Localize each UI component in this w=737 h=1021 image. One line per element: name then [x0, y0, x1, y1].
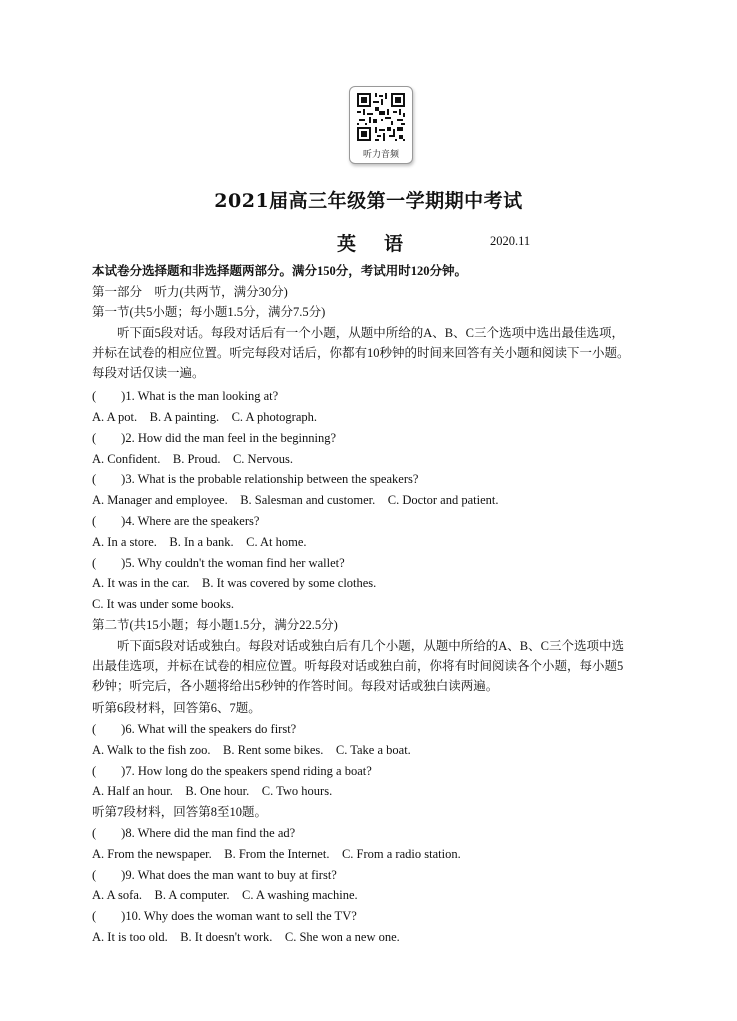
- question-1: ( )1. What is the man looking at?: [92, 389, 279, 403]
- options-7: A. Half an hour. B. One hour. C. Two hours.: [92, 784, 333, 798]
- qr-caption: 听力音频: [362, 150, 399, 160]
- instruction-line: 听下面5段对话或独白。每段对话或独白后有几个小题，从题中所给的A、B、C三个选项中选: [117, 639, 624, 653]
- question-6: ( )6. What will the speakers do first?: [92, 722, 297, 736]
- question-10: ( )10. Why does the woman want to sell the TV?: [92, 909, 357, 923]
- exam-intro: 本试卷分选择题和非选择题两部分。满分150分，考试用时120分钟。: [92, 264, 468, 278]
- qr-code-badge[interactable]: [349, 86, 413, 164]
- options-6: A. Walk to the fish zoo. B. Rent some bikes. C. Take a boat.: [92, 743, 411, 757]
- exam-title: 2021届高三年级第一学期期中考试: [214, 190, 523, 212]
- options-4: A. In a store. B. In a bank. C. At home.: [92, 535, 307, 549]
- part1-heading: 第一部分 听力(共两节，满分30分): [92, 285, 288, 299]
- question-9: ( )9. What does the man want to buy at first?: [92, 868, 337, 882]
- instruction-line: 听下面5段对话。每段对话后有一个小题，从题中所给的A、B、C三个选项中选出最佳选项，: [117, 326, 624, 340]
- question-4: ( )4. Where are the speakers?: [92, 514, 260, 528]
- options-9: A. A sofa. B. A computer. C. A washing machine.: [92, 888, 358, 902]
- section1-instructions: [92, 323, 667, 383]
- section2-instructions: [92, 636, 667, 696]
- subject-title: 英语: [337, 233, 432, 255]
- instruction-line: 出最佳选项，并标在试卷的相应位置。听每段对话或独白前，你将有时间阅读各个小题，每小题5: [92, 659, 624, 673]
- question-3: ( )3. What is the probable relationship between the speakers?: [92, 472, 419, 486]
- question-8: ( )8. Where did the man find the ad?: [92, 826, 296, 840]
- instruction-line: 并标在试卷的相应位置。听完每段对话后，你都有10秒钟的时间来回答有关小题和阅读下一小题。: [92, 346, 630, 360]
- section2-heading: 第二节(共15小题；每小题1.5分，满分22.5分): [92, 618, 338, 632]
- question-7: ( )7. How long do the speakers spend riding a boat?: [92, 764, 372, 778]
- options-5-cont: C. It was under some books.: [92, 597, 234, 611]
- options-3: A. Manager and employee. B. Salesman and customer. C. Doctor and patient.: [92, 493, 499, 507]
- options-2: A. Confident. B. Proud. C. Nervous.: [92, 452, 294, 466]
- material-7-heading: 听第7段材料，回答第8至10题。: [92, 805, 268, 819]
- question-2: ( )2. How did the man feel in the beginning?: [92, 431, 337, 445]
- instruction-line: 每段对话仅读一遍。: [92, 366, 205, 380]
- question-5: ( )5. Why couldn't the woman find her wallet?: [92, 556, 345, 570]
- qr-code-icon: [355, 91, 407, 143]
- options-8: A. From the newspaper. B. From the Internet. C. From a radio station.: [92, 847, 461, 861]
- options-1: A. A pot. B. A painting. C. A photograph.: [92, 410, 318, 424]
- section1-heading: 第一节(共5小题；每小题1.5分，满分7.5分): [92, 305, 326, 319]
- options-10: A. It is too old. B. It doesn't work. C. She won a new one.: [92, 930, 400, 944]
- material-6-heading: 听第6段材料，回答第6、7题。: [92, 701, 261, 715]
- exam-date: 2020.11: [490, 234, 531, 248]
- options-5: A. It was in the car. B. It was covered by some clothes.: [92, 576, 377, 590]
- instruction-line: 秒钟；听完后，各小题将给出5秒钟的作答时间。每段对话或独白读两遍。: [92, 679, 499, 693]
